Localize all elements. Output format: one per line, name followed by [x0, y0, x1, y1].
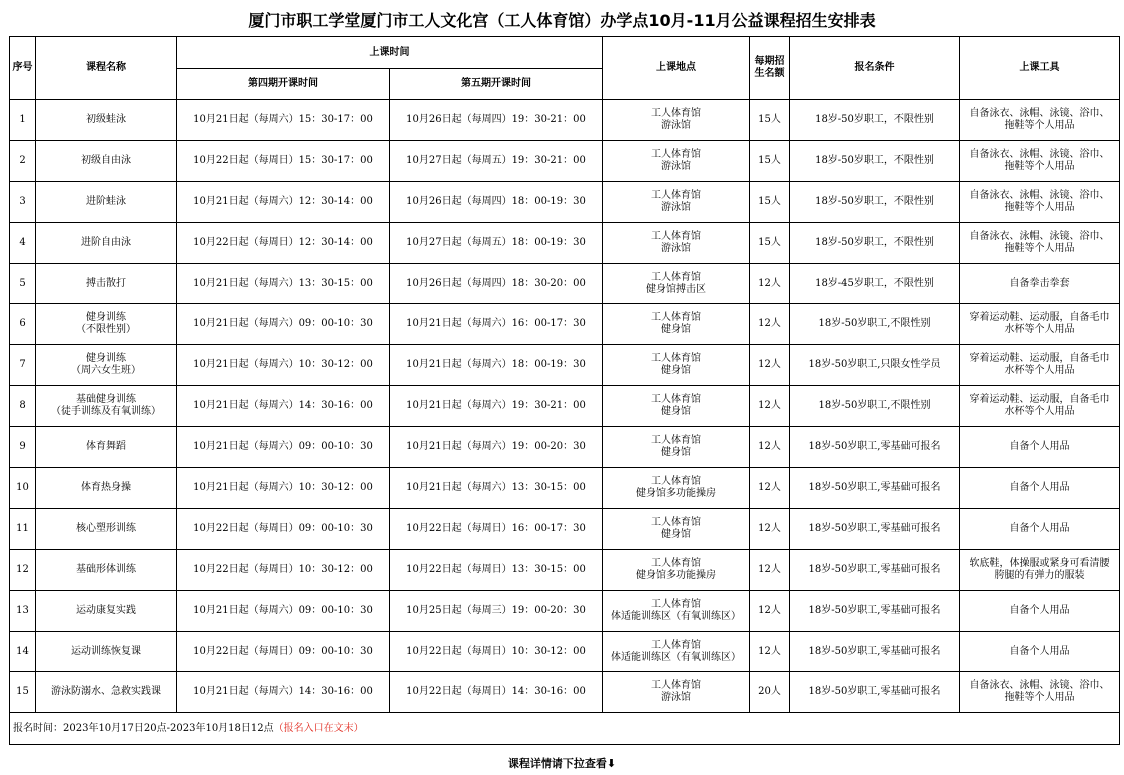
quota: 12人 — [750, 345, 790, 386]
header-course: 课程名称 — [36, 37, 177, 100]
quota: 15人 — [750, 140, 790, 181]
course-name: 健身训练 （周六女生班） — [36, 345, 177, 386]
location: 工人体育馆 健身馆多功能操房 — [603, 468, 750, 509]
course-name: 游泳防溺水、急救实践课 — [36, 672, 177, 713]
tools: 自备个人用品 — [960, 427, 1120, 468]
scroll-hint: 课程详情请下拉查看⬇ — [507, 757, 617, 770]
condition: 18岁-50岁职工,零基础可报名 — [790, 672, 960, 713]
table-row — [10, 631, 1120, 672]
period4-time: 10月21日起（每周六）12：30-14：00 — [177, 181, 390, 222]
course-name: 运动训练恢复课 — [36, 631, 177, 672]
period4-time: 10月21日起（每周六）14：30-16：00 — [177, 386, 390, 427]
course-name: 进阶自由泳 — [36, 222, 177, 263]
condition: 18岁-50岁职工,不限性别 — [790, 386, 960, 427]
tools: 自备泳衣、泳帽、泳镜、浴巾、 拖鞋等个人用品 — [960, 672, 1120, 713]
period4-time: 10月21日起（每周六）10：30-12：00 — [177, 345, 390, 386]
period5-time: 10月21日起（每周六）16：00-17：30 — [390, 304, 603, 345]
period5-time: 10月22日起（每周日）13：30-15：00 — [390, 549, 603, 590]
course-name: 初级蛙泳 — [36, 100, 177, 141]
condition: 18岁-50岁职工,零基础可报名 — [790, 508, 960, 549]
condition: 18岁-50岁职工,零基础可报名 — [790, 427, 960, 468]
course-name: 基础健身训练 （徒手训练及有氧训练） — [36, 386, 177, 427]
table-row — [10, 345, 1120, 386]
period4-time: 10月21日起（每周六）15：30-17：00 — [177, 100, 390, 141]
period4-time: 10月21日起（每周六）10：30-12：00 — [177, 468, 390, 509]
signup-info — [10, 713, 1120, 745]
period4-time: 10月22日起（每周日）15：30-17：00 — [177, 140, 390, 181]
quota: 12人 — [750, 304, 790, 345]
page-title: 厦门市职工学堂厦门市工人文化宫（工人体育馆）办学点10月-11月公益课程招生安排表 — [248, 11, 876, 30]
row-number: 3 — [10, 181, 36, 222]
course-name: 核心塑形训练 — [36, 508, 177, 549]
course-name: 体育舞蹈 — [36, 427, 177, 468]
row-number: 9 — [10, 427, 36, 468]
tools: 自备个人用品 — [960, 508, 1120, 549]
period5-time: 10月26日起（每周四）19：30-21：00 — [390, 100, 603, 141]
period5-time: 10月21日起（每周六）19：30-21：00 — [390, 386, 603, 427]
period5-time: 10月21日起（每周六）19：00-20：30 — [390, 427, 603, 468]
condition: 18岁-50岁职工,零基础可报名 — [790, 549, 960, 590]
location: 工人体育馆 游泳馆 — [603, 222, 750, 263]
condition: 18岁-50岁职工，不限性别 — [790, 222, 960, 263]
table-row — [10, 508, 1120, 549]
tools: 自备泳衣、泳帽、泳镜、浴巾、 拖鞋等个人用品 — [960, 140, 1120, 181]
period5-time: 10月27日起（每周五）18：00-19：30 — [390, 222, 603, 263]
header-location: 上课地点 — [603, 37, 750, 100]
tools: 穿着运动鞋、运动服，自备毛巾 水杯等个人用品 — [960, 345, 1120, 386]
period4-time: 10月22日起（每周日）12：30-14：00 — [177, 222, 390, 263]
condition: 18岁-50岁职工，不限性别 — [790, 140, 960, 181]
location: 工人体育馆 体适能训练区（有氧训练区） — [603, 590, 750, 631]
row-number: 11 — [10, 508, 36, 549]
location: 工人体育馆 健身馆 — [603, 304, 750, 345]
row-number: 1 — [10, 100, 36, 141]
condition: 18岁-50岁职工,零基础可报名 — [790, 590, 960, 631]
table-row — [10, 672, 1120, 713]
quota: 12人 — [750, 549, 790, 590]
location: 工人体育馆 游泳馆 — [603, 672, 750, 713]
row-number: 15 — [10, 672, 36, 713]
course-name: 搏击散打 — [36, 263, 177, 304]
period5-time: 10月27日起（每周五）19：30-21：00 — [390, 140, 603, 181]
header-time-group: 上课时间 — [177, 37, 603, 69]
quota: 15人 — [750, 222, 790, 263]
quota: 12人 — [750, 263, 790, 304]
location: 工人体育馆 健身馆 — [603, 427, 750, 468]
period4-time: 10月21日起（每周六）09：00-10：30 — [177, 427, 390, 468]
table-row — [10, 181, 1120, 222]
period4-time: 10月21日起（每周六）09：00-10：30 — [177, 304, 390, 345]
row-number: 12 — [10, 549, 36, 590]
tools: 软底鞋，体操服或紧身可看清腰 胯腿的有弹力的服装 — [960, 549, 1120, 590]
table-row — [10, 263, 1120, 304]
row-number: 6 — [10, 304, 36, 345]
location: 工人体育馆 体适能训练区（有氧训练区） — [603, 631, 750, 672]
period4-time: 10月22日起（每周日）09：00-10：30 — [177, 508, 390, 549]
header-quota: 每期招 生名额 — [750, 37, 790, 100]
period5-time: 10月22日起（每周日）14：30-16：00 — [390, 672, 603, 713]
header-no: 序号 — [10, 37, 36, 100]
signup-time: 报名时间：2023年10月17日20点-2023年10月18日12点 — [13, 722, 274, 734]
tools: 自备泳衣、泳帽、泳镜、浴巾、 拖鞋等个人用品 — [960, 181, 1120, 222]
table-row — [10, 140, 1120, 181]
tools: 穿着运动鞋、运动服，自备毛巾 水杯等个人用品 — [960, 304, 1120, 345]
header-period4: 第四期开课时间 — [177, 69, 390, 100]
location: 工人体育馆 健身馆搏击区 — [603, 263, 750, 304]
row-number: 13 — [10, 590, 36, 631]
condition: 18岁-50岁职工,不限性别 — [790, 304, 960, 345]
tools: 穿着运动鞋、运动服，自备毛巾 水杯等个人用品 — [960, 386, 1120, 427]
course-name: 进阶蛙泳 — [36, 181, 177, 222]
tools: 自备拳击拳套 — [960, 263, 1120, 304]
location: 工人体育馆 健身馆 — [603, 386, 750, 427]
location: 工人体育馆 健身馆 — [603, 508, 750, 549]
period4-time: 10月21日起（每周六）14：30-16：00 — [177, 672, 390, 713]
course-name: 基础形体训练 — [36, 549, 177, 590]
table-row — [10, 468, 1120, 509]
period5-time: 10月22日起（每周日）10：30-12：00 — [390, 631, 603, 672]
course-name: 体育热身操 — [36, 468, 177, 509]
period4-time: 10月22日起（每周日）10：30-12：00 — [177, 549, 390, 590]
table-row — [10, 222, 1120, 263]
tools: 自备个人用品 — [960, 590, 1120, 631]
row-number: 2 — [10, 140, 36, 181]
header-condition: 报名条件 — [790, 37, 960, 100]
quota: 12人 — [750, 631, 790, 672]
location: 工人体育馆 游泳馆 — [603, 140, 750, 181]
tools: 自备泳衣、泳帽、泳镜、浴巾、 拖鞋等个人用品 — [960, 222, 1120, 263]
period5-time: 10月21日起（每周六）18：00-19：30 — [390, 345, 603, 386]
quota: 12人 — [750, 386, 790, 427]
quota: 20人 — [750, 672, 790, 713]
header-tools: 上课工具 — [960, 37, 1120, 100]
condition: 18岁-50岁职工，不限性别 — [790, 100, 960, 141]
table-row — [10, 100, 1120, 141]
course-name: 运动康复实践 — [36, 590, 177, 631]
period5-time: 10月26日起（每周四）18：00-19：30 — [390, 181, 603, 222]
quota: 12人 — [750, 468, 790, 509]
condition: 18岁-45岁职工，不限性别 — [790, 263, 960, 304]
course-schedule-table — [9, 36, 1120, 745]
row-number: 14 — [10, 631, 36, 672]
condition: 18岁-50岁职工,零基础可报名 — [790, 468, 960, 509]
course-name: 初级自由泳 — [36, 140, 177, 181]
location: 工人体育馆 游泳馆 — [603, 100, 750, 141]
quota: 15人 — [750, 181, 790, 222]
tools: 自备个人用品 — [960, 631, 1120, 672]
condition: 18岁-50岁职工,零基础可报名 — [790, 631, 960, 672]
table-row — [10, 427, 1120, 468]
quota: 15人 — [750, 100, 790, 141]
period5-time: 10月25日起（每周三）19：00-20：30 — [390, 590, 603, 631]
row-number: 10 — [10, 468, 36, 509]
period4-time: 10月21日起（每周六）09：00-10：30 — [177, 590, 390, 631]
quota: 12人 — [750, 590, 790, 631]
row-number: 7 — [10, 345, 36, 386]
period4-time: 10月22日起（每周日）09：00-10：30 — [177, 631, 390, 672]
period5-time: 10月21日起（每周六）13：30-15：00 — [390, 468, 603, 509]
period5-time: 10月22日起（每周日）16：00-17：30 — [390, 508, 603, 549]
period4-time: 10月21日起（每周六）13：30-15：00 — [177, 263, 390, 304]
table-row — [10, 549, 1120, 590]
condition: 18岁-50岁职工，不限性别 — [790, 181, 960, 222]
quota: 12人 — [750, 508, 790, 549]
row-number: 8 — [10, 386, 36, 427]
table-row — [10, 590, 1120, 631]
row-number: 4 — [10, 222, 36, 263]
table-row — [10, 386, 1120, 427]
tools: 自备泳衣、泳帽、泳镜、浴巾、 拖鞋等个人用品 — [960, 100, 1120, 141]
header-period5: 第五期开课时间 — [390, 69, 603, 100]
quota: 12人 — [750, 427, 790, 468]
period5-time: 10月26日起（每周四）18：30-20：00 — [390, 263, 603, 304]
row-number: 5 — [10, 263, 36, 304]
signup-note: （报名入口在文末） — [273, 722, 364, 734]
location: 工人体育馆 健身馆 — [603, 345, 750, 386]
location: 工人体育馆 健身馆多功能操房 — [603, 549, 750, 590]
course-name: 健身训练 （不限性别） — [36, 304, 177, 345]
table-row — [10, 304, 1120, 345]
condition: 18岁-50岁职工,只限女性学员 — [790, 345, 960, 386]
location: 工人体育馆 游泳馆 — [603, 181, 750, 222]
tools: 自备个人用品 — [960, 468, 1120, 509]
